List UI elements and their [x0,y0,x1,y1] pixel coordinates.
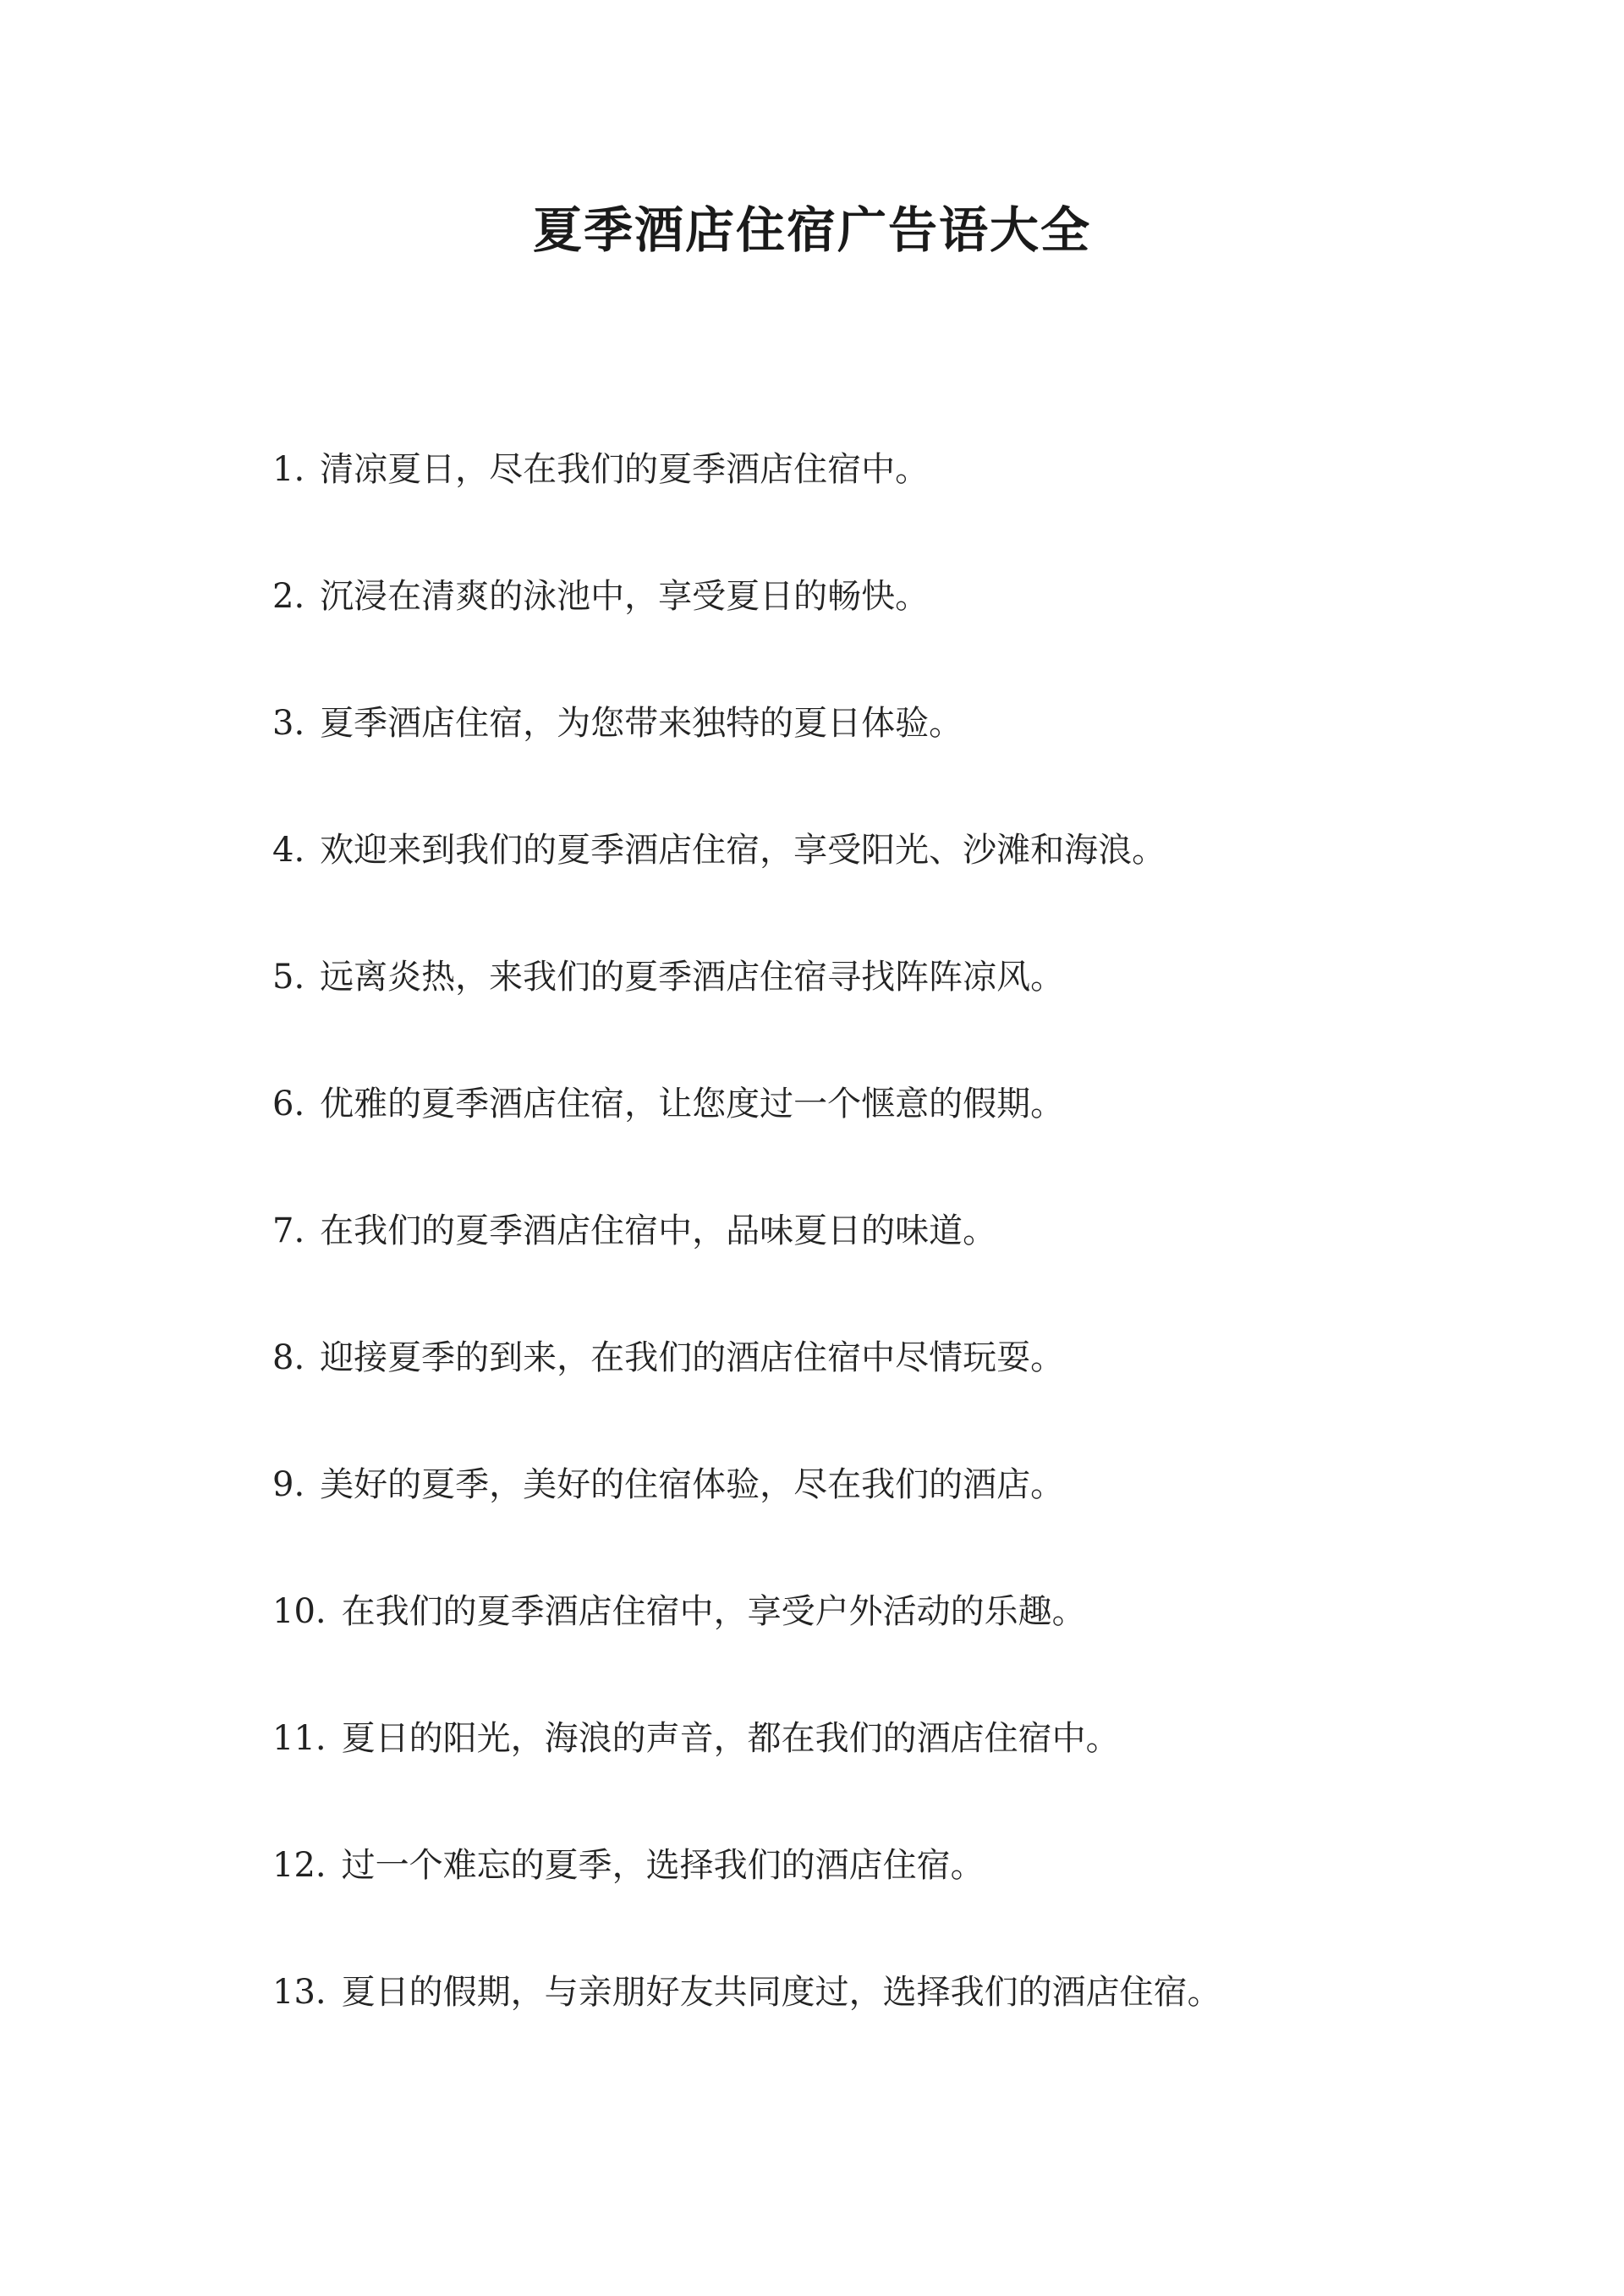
item-number: 4. [272,831,305,870]
document-title: 夏季酒店住宿广告语大全 [532,201,1091,259]
item-number: 10. [272,1592,326,1631]
list-item [272,563,1499,689]
list-item [272,436,1499,563]
item-text: 远离炎热，来我们的夏季酒店住宿寻找阵阵凉风。 [320,958,1065,997]
item-number: 13. [272,1973,326,2012]
item-number: 3. [272,704,305,743]
item-text: 沉浸在清爽的泳池中，享受夏日的畅快。 [320,577,930,616]
item-number: 12. [272,1846,326,1885]
list-item [272,1578,1499,1705]
item-number: 7. [272,1211,305,1250]
list-item [272,943,1499,1070]
item-text: 夏日的阳光，海浪的声音，都在我们的酒店住宿中。 [341,1719,1120,1758]
list-item [272,689,1499,816]
item-number: 6. [272,1085,305,1123]
item-number: 5. [272,958,305,997]
item-number: 9. [272,1465,305,1504]
list-item [272,1451,1499,1578]
item-text: 夏日的假期，与亲朋好友共同度过，选择我们的酒店住宿。 [341,1973,1221,2012]
item-text: 清凉夏日，尽在我们的夏季酒店住宿中。 [320,450,930,489]
item-text: 在我们的夏季酒店住宿中，品味夏日的味道。 [320,1211,997,1250]
list-item [272,1324,1499,1451]
item-number: 1. [272,450,305,489]
list-item [272,816,1499,943]
item-text: 迎接夏季的到来，在我们的酒店住宿中尽情玩耍。 [320,1338,1065,1377]
list-item [272,1705,1499,1832]
list-item [272,1832,1499,1958]
list-item [272,1197,1499,1324]
item-text: 欢迎来到我们的夏季酒店住宿，享受阳光、沙滩和海浪。 [320,831,1166,870]
item-number: 11. [272,1719,326,1758]
item-text: 在我们的夏季酒店住宿中，享受户外活动的乐趣。 [341,1592,1086,1631]
list-item [272,1070,1499,1197]
list-item [272,1958,1499,2085]
item-number: 2. [272,577,305,616]
item-text: 夏季酒店住宿，为您带来独特的夏日体验。 [320,704,963,743]
slogan-list [272,436,1499,2085]
item-text: 优雅的夏季酒店住宿，让您度过一个惬意的假期。 [320,1085,1065,1123]
item-number: 8. [272,1338,305,1377]
item-text: 美好的夏季，美好的住宿体验，尽在我们的酒店。 [320,1465,1065,1504]
item-text: 过一个难忘的夏季，选择我们的酒店住宿。 [341,1846,985,1885]
